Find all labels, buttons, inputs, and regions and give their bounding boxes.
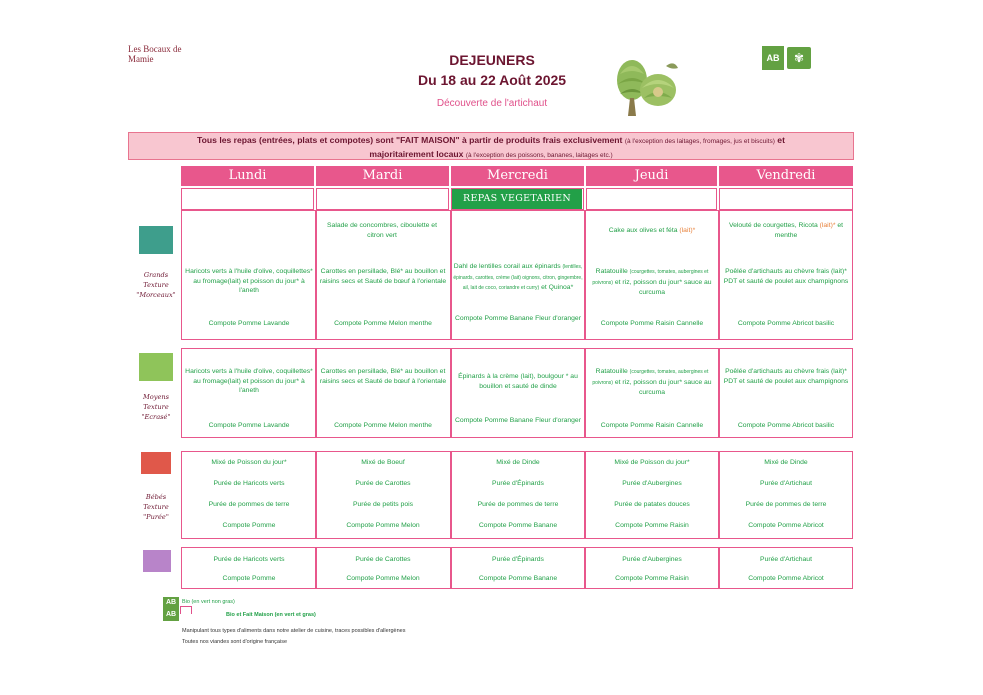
dessert-lundi: Compote Pomme Lavande [208,422,290,429]
divider [718,451,720,539]
main-jeudi: Ratatouille (courgettes, tomates, aubergines et poivrons) et riz, poisson du jour* sauce au curcuma [592,368,712,396]
mix-vendredi: Mixé de Dinde [764,459,808,466]
main-mercredi: Épinards à la crème (lait), boulgour * au bouillon et sauté de dinde [458,373,578,390]
dessert-lundi: Compote Pomme [222,522,276,529]
veg-row-cell [719,188,853,210]
dessert-vendredi: Compote Pomme Abricot basilic [737,320,835,327]
banner-and: et [777,135,785,145]
dessert-vendredi: Compote Pomme Abricot [748,522,824,529]
puree-mardi: Purée de Carottes [355,480,411,487]
puree2-lundi: Purée de pommes de terre [208,501,290,508]
puree2-mardi: Purée de petits pois [352,501,414,508]
mix-mardi: Mixé de Boeuf [361,459,405,466]
veg-row-cell [586,188,717,210]
ab-bio-icon: AB [163,597,179,609]
day-header-vendredi: Vendredi [719,166,853,186]
dessert-mardi: Compote Pomme Melon menthe [334,320,432,327]
logo-text: Les Bocaux de Mamie [128,44,182,64]
eu-organic-leaf-icon: ✾ [787,47,811,69]
divider [315,451,317,539]
puree-jeudi: Purée d'Aubergines [622,556,682,563]
grands-texture-photo [139,226,173,254]
main-vendredi: Poêlée d'artichauts au chèvre frais (lait)* PDT et sauté de poulet aux champignons [723,368,849,385]
dessert-mercredi: Compote Pomme Banane Fleur d'oranger [455,315,581,322]
divider [718,210,720,340]
main-mardi: Carottes en persillade, Blé* au bouillon et raisins secs et Sauté de bœuf à l'orientale [319,368,447,385]
dessert-mercredi: Compote Pomme Banane [478,575,558,582]
origin-note: Toutes nos viandes sont d'origine française [182,639,288,645]
artichoke-illustration [606,50,684,118]
dessert-jeudi: Compote Pomme Raisin [615,575,689,582]
dessert-jeudi: Compote Pomme Raisin [615,522,689,529]
divider [584,210,586,340]
puree-lundi: Purée de Haricots verts [213,480,285,487]
date-range: Du 18 au 22 Août 2025 [417,72,567,88]
dessert-mercredi: Compote Pomme Banane [478,522,558,529]
veg-row-cell [181,188,314,210]
dessert-jeudi: Compote Pomme Raisin Cannelle [600,422,704,429]
day-header-mardi: Mardi [316,166,449,186]
ab-bio-icon: AB [163,609,179,621]
main-lundi: Haricots verts à l'huile d'olive, coquillettes* au fromage(lait) et poisson du jour* à l'aneth [185,268,313,294]
main-mardi: Carottes en persillade, Blé* au bouillon et raisins secs et Sauté de bœuf à l'orientale [319,268,447,285]
divider [450,547,452,589]
main-lundi: Haricots verts à l'huile d'olive, coquillettes* au fromage(lait) et poisson du jour* à l'aneth [185,368,313,394]
main-mercredi: Dahl de lentilles corail aux épinards (lentilles, épinards, carottes, crème (lait) oignons, citron, gingembre, ail, lait de coco, coriandre et curry) et Quinoa* [453,263,583,291]
day-header-jeudi: Jeudi [586,166,717,186]
allergens-note: Manipulant tous types d'aliments dans notre atelier de cuisine, traces possibles d'allergènes [182,628,406,634]
starter-mardi: Salade de concombres, ciboulette et citron vert [327,222,437,239]
puree-lundi: Purée de Haricots verts [213,556,285,563]
dessert-mardi: Compote Pomme Melon [346,522,420,529]
dessert-lundi: Compote Pomme Lavande [208,320,290,327]
banner-small1: (à l'exception des laitages, fromages, jus et biscuits) [624,138,775,145]
fait-maison-banner [128,132,854,160]
moyens-texture-label: Moyens Texture "Ecrasé" [141,393,171,421]
theme-subtitle: Découverte de l'artichaut [436,98,548,109]
divider [718,348,720,438]
ab-bio-logo: AB [762,46,784,70]
puree2-vendredi: Purée de pommes de terre [745,501,827,508]
starter-vendredi: Velouté de courgettes, Ricota (lait)* et menthe [728,222,844,239]
puree-vendredi: Purée d'Artichaut [760,480,812,487]
legend-bio-fait-maison: Bio et Fait Maison (en vert et gras) [226,612,316,618]
legend-bio: Bio (en vert non gras) [182,599,235,605]
divider [315,547,317,589]
main-jeudi: Ratatouille (courgettes, tomates, aubergines et poivrons) et riz, poisson du jour* sauce au curcuma [592,268,712,296]
divider [450,210,452,340]
puree2-jeudi: Purée de patates douces [614,501,690,508]
puree-jeudi: Purée d'Aubergines [622,480,682,487]
vegetarian-badge: REPAS VEGETARIEN [452,189,582,209]
page-title: DEJEUNERS [449,52,535,68]
dessert-mardi: Compote Pomme Melon menthe [334,422,432,429]
banner-main2: majoritairement locaux [369,149,464,159]
starter-jeudi: Cake aux olives et féta (lait)* [608,227,696,234]
dessert-vendredi: Compote Pomme Abricot [748,575,824,582]
dessert-vendredi: Compote Pomme Abricot basilic [737,422,835,429]
dessert-mercredi: Compote Pomme Banane Fleur d'oranger [455,417,581,424]
puree-mercredi: Purée d'Épinards [492,556,544,563]
puree2-mercredi: Purée de pommes de terre [477,501,559,508]
mix-mercredi: Mixé de Dinde [496,459,540,466]
moyens-texture-photo [139,353,173,381]
mix-lundi: Mixé de Poisson du jour* [211,459,287,466]
puree-mercredi: Purée d'Épinards [492,480,544,487]
petits-texture-photo [143,550,171,572]
house-icon [180,606,192,614]
day-header-lundi: Lundi [181,166,314,186]
bebes-texture-photo [141,452,171,474]
banner-main1: Tous les repas (entrées, plats et compotes) sont "FAIT MAISON" à partir de produits frais exclusivement [197,135,623,145]
bocaux-de-mamie-logo [128,44,196,74]
divider [584,348,586,438]
dessert-jeudi: Compote Pomme Raisin Cannelle [600,320,704,327]
divider [315,348,317,438]
bebes-texture-label: Bébés Texture "Purée" [143,493,169,521]
dessert-lundi: Compote Pomme [222,575,276,582]
divider [450,451,452,539]
divider [718,547,720,589]
main-vendredi: Poêlée d'artichauts au chèvre frais (lait)* PDT et sauté de poulet aux champignons [723,268,849,285]
day-header-mercredi: Mercredi [451,166,584,186]
grands-texture-label: Grands Texture "Morceaux" [136,271,176,299]
banner-small2: (à l'exception des poissons, bananes, laitages etc.) [465,152,613,159]
puree-mardi: Purée de Carottes [355,556,411,563]
divider [584,547,586,589]
dessert-mardi: Compote Pomme Melon [346,575,420,582]
divider [584,451,586,539]
divider [315,210,317,340]
veg-row-cell [316,188,449,210]
puree-vendredi: Purée d'Artichaut [760,556,812,563]
mix-jeudi: Mixé de Poisson du jour* [614,459,690,466]
divider [450,348,452,438]
